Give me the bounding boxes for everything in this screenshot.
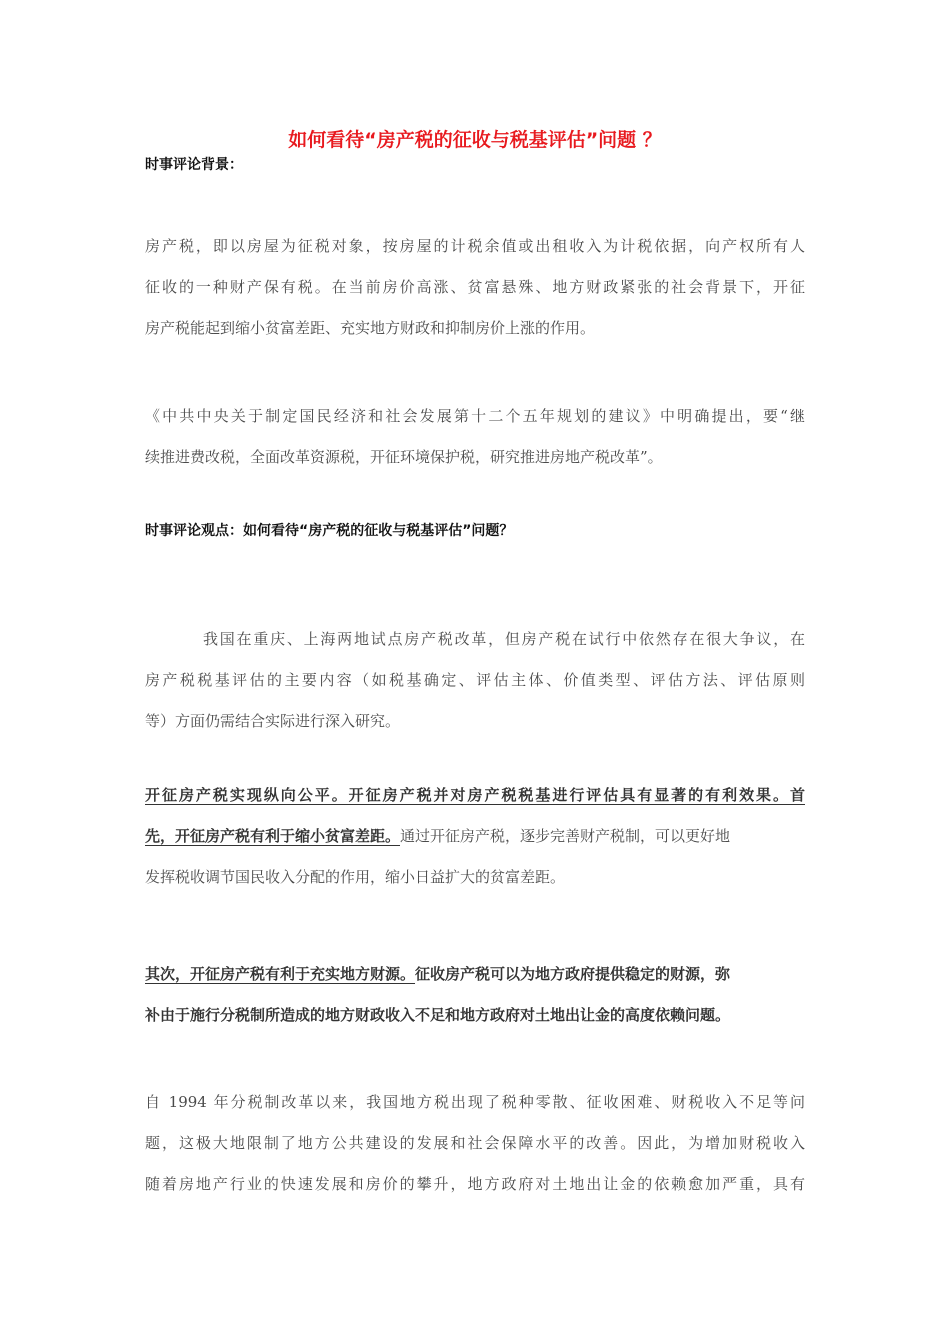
paragraph-line bbox=[145, 954, 805, 995]
paragraph-line: 随着房地产行业的快速发展和房价的攀升，地方政府对土地出让金的依赖愈加严重，具有 bbox=[145, 1175, 805, 1193]
paragraph-line: 自 1994 年分税制改革以来，我国地方税出现了税种零散、征收困难、财税收入不足等问 bbox=[145, 1093, 805, 1111]
paragraph-line: 我国在重庆、上海两地试点房产税改革，但房产税在试行中依然存在很大争议，在 bbox=[203, 630, 805, 648]
document-title: 如何看待“房产税的征收与税基评估”问题 ？ bbox=[288, 129, 662, 151]
viewpoint-heading: 时事评论观点：如何看待“房产税的征收与税基评估”问题？ bbox=[145, 523, 514, 539]
paragraph-line bbox=[145, 816, 805, 857]
paragraph-vertical-fairness bbox=[145, 775, 805, 898]
paragraph-line: 等）方面仍需结合实际进行深入研究。 bbox=[145, 712, 401, 730]
paragraph-line-bold: 开征房产税实现纵向公平。开征房产税并对房产税税基进行评估具有显著的有利效果。首 bbox=[145, 786, 805, 804]
paragraph-line: 房产税，即以房屋为征税对象，按房屋的计税余值或出租收入为计税依据，向产权所有人 bbox=[145, 237, 805, 255]
background-heading: 时事评论背景： bbox=[145, 157, 243, 173]
paragraph-line: 补由于施行分税制所造成的地方财政收入不足和地方政府对土地出让金的高度依赖问题。 bbox=[145, 1006, 731, 1024]
underlined-phrase: 先，开征房产税有利于缩小贫富差距。 bbox=[145, 827, 401, 845]
paragraph-line: 房产税能起到缩小贫富差距、充实地方财政和抑制房价上涨的作用。 bbox=[145, 319, 596, 337]
paragraph-background-definition bbox=[145, 226, 805, 349]
paragraph-line: 题，这极大地限制了地方公共建设的发展和社会保障水平的改善。因此，为增加财税收入 bbox=[145, 1134, 805, 1152]
paragraph-line: 发挥税收调节国民收入分配的作用，缩小日益扩大的贫富差距。 bbox=[145, 868, 566, 886]
paragraph-line: 房产税税基评估的主要内容（如税基确定、评估主体、价值类型、评估方法、评估原则 bbox=[145, 671, 805, 689]
paragraph-five-year-plan bbox=[145, 396, 805, 478]
plain-phrase: 通过开征房产税，逐步完善财产税制，可以更好地 bbox=[400, 827, 731, 845]
paragraph-pilot-reform bbox=[145, 619, 805, 742]
bold-phrase: 征收房产税可以为地方政府提供稳定的财源，弥 bbox=[415, 965, 731, 983]
paragraph-local-revenue bbox=[145, 954, 805, 1036]
paragraph-line: 征收的一种财产保有税。在当前房价高涨、贫富悬殊、地方财政紧张的社会背景下，开征 bbox=[145, 278, 805, 296]
underlined-phrase: 其次，开征房产税有利于充实地方财源。 bbox=[145, 965, 416, 983]
paragraph-line: 《中共中央关于制定国民经济和社会发展第十二个五年规划的建议》中明确提出，要“继 bbox=[145, 407, 805, 425]
paragraph-line: 续推进费改税，全面改革资源税，开征环境保护税，研究推进房地产税改革”。 bbox=[145, 448, 663, 466]
paragraph-tax-system-reform bbox=[145, 1082, 805, 1205]
